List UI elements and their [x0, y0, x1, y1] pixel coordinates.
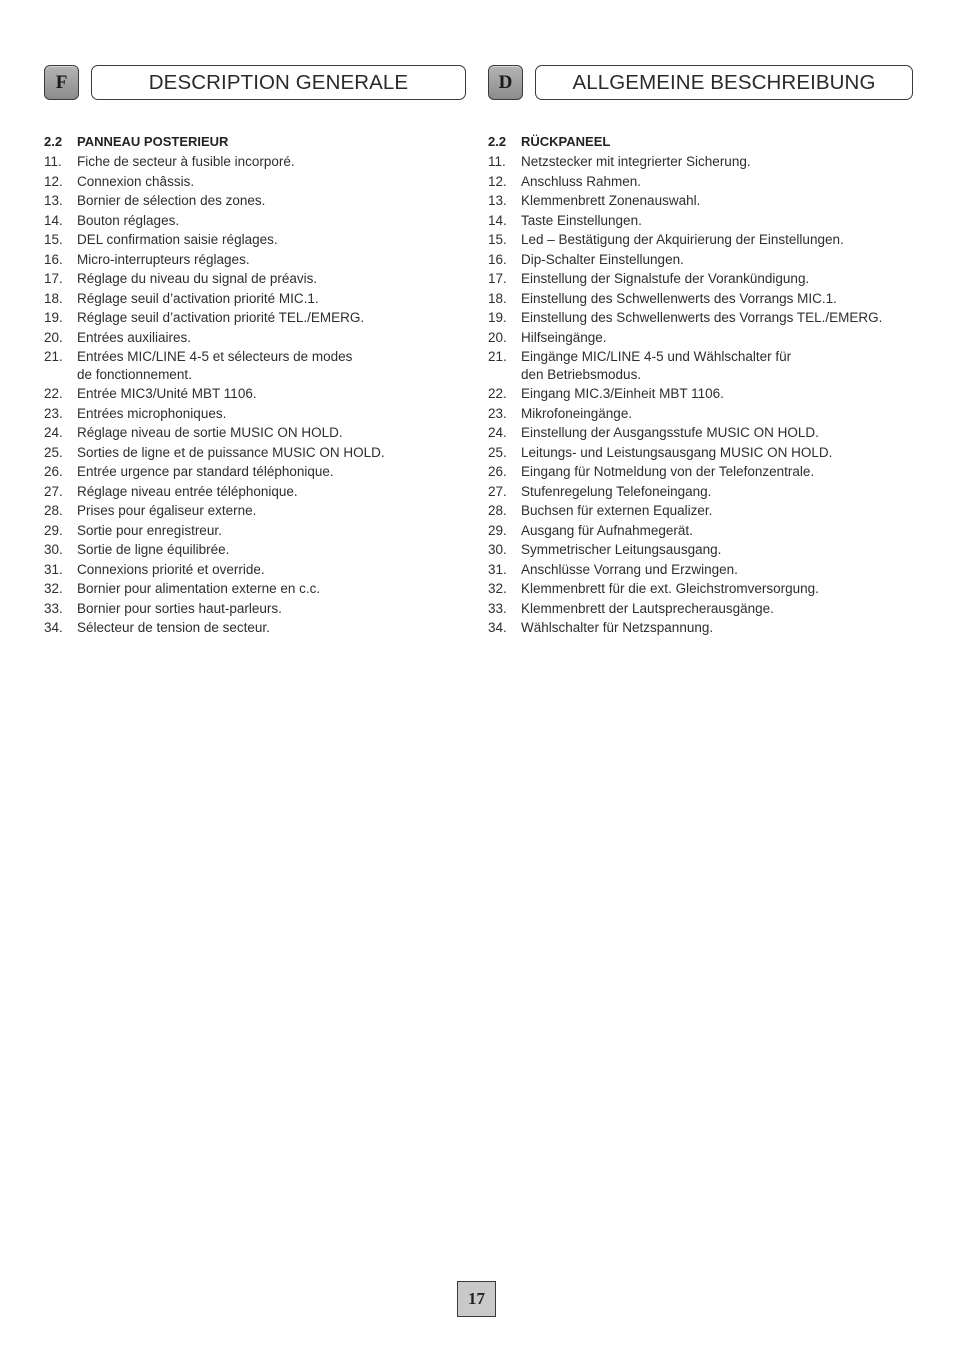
item-number: 16.	[488, 251, 507, 267]
list-item	[44, 251, 466, 269]
list-item	[488, 290, 913, 308]
item-text: Symmetrischer Leitungsausgang.	[521, 542, 722, 557]
item-text: Connexion châssis.	[77, 173, 195, 189]
language-badge-f: F	[44, 65, 79, 100]
list-item	[488, 619, 913, 637]
item-number: 18.	[44, 290, 63, 306]
german-item-list	[488, 153, 913, 637]
list-item	[44, 600, 466, 618]
item-number: 21.	[488, 349, 507, 364]
item-number: 17.	[44, 271, 63, 286]
item-number: 23.	[44, 405, 63, 421]
item-number: 28.	[44, 503, 63, 518]
list-item	[488, 251, 913, 269]
item-text: Entrée urgence par standard téléphonique.	[77, 464, 334, 479]
item-number: 18.	[488, 290, 507, 306]
list-item	[488, 580, 913, 598]
item-number: 24.	[44, 425, 63, 440]
item-text: DEL confirmation saisie réglages.	[77, 232, 278, 247]
item-number: 14.	[488, 212, 507, 228]
item-number: 15.	[488, 232, 507, 247]
item-text: Ausgang für Aufnahmegerät.	[521, 522, 693, 538]
section-number: 2.2	[44, 134, 63, 149]
list-item	[488, 483, 913, 501]
list-item	[44, 309, 466, 327]
section-title: PANNEAU POSTERIEUR	[77, 134, 229, 149]
list-item	[488, 600, 913, 618]
item-number: 32.	[44, 581, 63, 596]
item-text: Sélecteur de tension de secteur.	[77, 620, 270, 635]
list-item	[44, 424, 466, 442]
item-text: Mikrofoneingänge.	[521, 405, 633, 421]
item-number: 12.	[44, 173, 63, 189]
list-item	[44, 270, 466, 288]
item-text: Klemmenbrett der Lautsprecherausgänge.	[521, 600, 774, 616]
item-text: Einstellung der Ausgangsstufe MUSIC ON HOLD.	[521, 425, 819, 440]
item-number: 11.	[488, 154, 506, 169]
list-item	[44, 192, 466, 210]
item-number: 22.	[488, 386, 507, 401]
item-text: Dip-Schalter Einstellungen.	[521, 251, 684, 267]
list-item	[488, 348, 913, 383]
item-number: 24.	[488, 425, 507, 440]
item-text: Stufenregelung Telefoneingang.	[521, 483, 712, 499]
item-text: Anschluss Rahmen.	[521, 173, 642, 189]
german-title: ALLGEMEINE BESCHREIBUNG	[535, 65, 913, 100]
item-number: 13.	[488, 193, 507, 208]
list-item	[488, 522, 913, 540]
item-number: 31.	[488, 561, 507, 577]
list-item	[488, 329, 913, 347]
item-text: Bornier pour sorties haut-parleurs.	[77, 600, 282, 616]
french-item-list	[44, 153, 466, 637]
list-item	[488, 270, 913, 288]
item-text: Réglage seuil d’activation priorité MIC.1.	[77, 290, 319, 306]
item-text: Réglage du niveau du signal de préavis.	[77, 271, 318, 286]
section-number: 2.2	[488, 134, 507, 149]
item-text: Sorties de ligne et de puissance MUSIC ON HOLD.	[77, 444, 385, 460]
list-item	[488, 385, 913, 403]
item-text: Micro-interrupteurs réglages.	[77, 251, 250, 267]
item-number: 30.	[488, 542, 507, 557]
item-text: Bornier pour alimentation externe en c.c.	[77, 581, 321, 596]
item-text: Einstellung der Signalstufe der Vorankündigung.	[521, 271, 810, 286]
item-text: Taste Einstellungen.	[521, 212, 642, 228]
german-column	[488, 65, 913, 639]
item-text: Prises pour égaliseur externe.	[77, 503, 257, 518]
list-item	[488, 463, 913, 481]
item-number: 11.	[44, 154, 62, 169]
item-text: Fiche de secteur à fusible incorporé.	[77, 154, 295, 169]
item-text: Led – Bestätigung der Akquirierung der Einstellungen.	[521, 232, 844, 247]
item-text: Einstellung des Schwellenwerts des Vorrangs TEL./EMERG.	[521, 310, 883, 325]
item-number: 26.	[44, 464, 63, 479]
list-item	[488, 561, 913, 579]
item-text: Leitungs- und Leistungsausgang MUSIC ON HOLD.	[521, 444, 833, 460]
item-number: 29.	[488, 522, 507, 538]
list-item	[488, 444, 913, 462]
german-header	[488, 65, 913, 102]
item-number: 30.	[44, 542, 63, 557]
item-text: Bouton réglages.	[77, 212, 180, 228]
item-text: Connexions priorité et override.	[77, 561, 265, 577]
french-title: DESCRIPTION GENERALE	[91, 65, 466, 100]
list-item	[44, 173, 466, 191]
list-item	[488, 405, 913, 423]
item-text: Buchsen für externen Equalizer.	[521, 503, 713, 518]
item-number: 23.	[488, 405, 507, 421]
list-item	[488, 153, 913, 171]
item-number: 16.	[44, 251, 63, 267]
item-text: Eingänge MIC/LINE 4-5 und Wählschalter für den Betriebsmodus.	[521, 349, 792, 382]
item-number: 21.	[44, 349, 63, 364]
item-text: Einstellung des Schwellenwerts des Vorrangs MIC.1.	[521, 290, 837, 306]
item-text: Entrées microphoniques.	[77, 405, 227, 421]
item-text: Klemmenbrett für die ext. Gleichstromversorgung.	[521, 581, 819, 596]
list-item	[44, 212, 466, 230]
section-title: RÜCKPANEEL	[521, 134, 611, 149]
item-number: 33.	[488, 600, 507, 616]
list-item	[488, 541, 913, 559]
list-item	[44, 231, 466, 249]
list-item	[44, 522, 466, 540]
item-number: 19.	[44, 310, 63, 325]
list-item	[488, 173, 913, 191]
list-item	[44, 405, 466, 423]
list-item	[44, 561, 466, 579]
list-item	[488, 212, 913, 230]
item-number: 34.	[488, 620, 507, 635]
list-item	[44, 483, 466, 501]
item-number: 28.	[488, 503, 507, 518]
item-number: 14.	[44, 212, 63, 228]
list-item	[44, 348, 466, 383]
item-number: 15.	[44, 232, 63, 247]
list-item	[488, 309, 913, 327]
language-badge-d: D	[488, 65, 523, 100]
item-text: Réglage niveau de sortie MUSIC ON HOLD.	[77, 425, 343, 440]
list-item	[44, 153, 466, 171]
list-item	[488, 192, 913, 210]
list-item	[44, 385, 466, 403]
page-number: 17	[457, 1281, 496, 1317]
item-text: Wählschalter für Netzspannung.	[521, 620, 714, 635]
item-number: 27.	[488, 483, 507, 499]
french-column	[44, 65, 466, 639]
item-text: Bornier de sélection des zones.	[77, 193, 266, 208]
list-item	[488, 502, 913, 520]
list-item	[44, 619, 466, 637]
item-number: 20.	[488, 329, 507, 345]
item-text: Eingang für Notmeldung von der Telefonzentrale.	[521, 464, 815, 479]
list-item	[44, 290, 466, 308]
item-text: Réglage seuil d’activation priorité TEL./EMERG.	[77, 310, 365, 325]
french-section-heading	[44, 133, 466, 150]
item-text: Entrées MIC/LINE 4-5 et sélecteurs de modes de fonctionnement.	[77, 349, 353, 382]
item-number: 27.	[44, 483, 63, 499]
item-number: 32.	[488, 581, 507, 596]
item-number: 20.	[44, 329, 63, 345]
item-text: Sortie de ligne équilibrée.	[77, 542, 230, 557]
french-header	[44, 65, 466, 102]
item-text: Hilfseingänge.	[521, 329, 607, 345]
list-item	[44, 329, 466, 347]
item-number: 25.	[488, 444, 507, 460]
item-number: 31.	[44, 561, 63, 577]
item-text: Klemmenbrett Zonenauswahl.	[521, 193, 701, 208]
item-number: 26.	[488, 464, 507, 479]
item-number: 19.	[488, 310, 507, 325]
list-item	[44, 463, 466, 481]
item-text: Eingang MIC.3/Einheit MBT 1106.	[521, 386, 724, 401]
item-number: 17.	[488, 271, 507, 286]
list-item	[44, 580, 466, 598]
item-number: 34.	[44, 620, 63, 635]
item-text: Entrées auxiliaires.	[77, 329, 192, 345]
item-text: Sortie pour enregistreur.	[77, 522, 222, 538]
item-text: Netzstecker mit integrierter Sicherung.	[521, 154, 751, 169]
german-section-heading	[488, 133, 913, 150]
item-number: 25.	[44, 444, 63, 460]
list-item	[488, 231, 913, 249]
item-number: 22.	[44, 386, 63, 401]
list-item	[488, 424, 913, 442]
item-text: Réglage niveau entrée téléphonique.	[77, 483, 298, 499]
item-text: Anschlüsse Vorrang und Erzwingen.	[521, 561, 738, 577]
list-item	[44, 502, 466, 520]
item-text: Entrée MIC3/Unité MBT 1106.	[77, 386, 257, 401]
list-item	[44, 541, 466, 559]
list-item	[44, 444, 466, 462]
item-number: 29.	[44, 522, 63, 538]
item-number: 13.	[44, 193, 63, 208]
item-number: 33.	[44, 600, 63, 616]
item-number: 12.	[488, 173, 507, 189]
